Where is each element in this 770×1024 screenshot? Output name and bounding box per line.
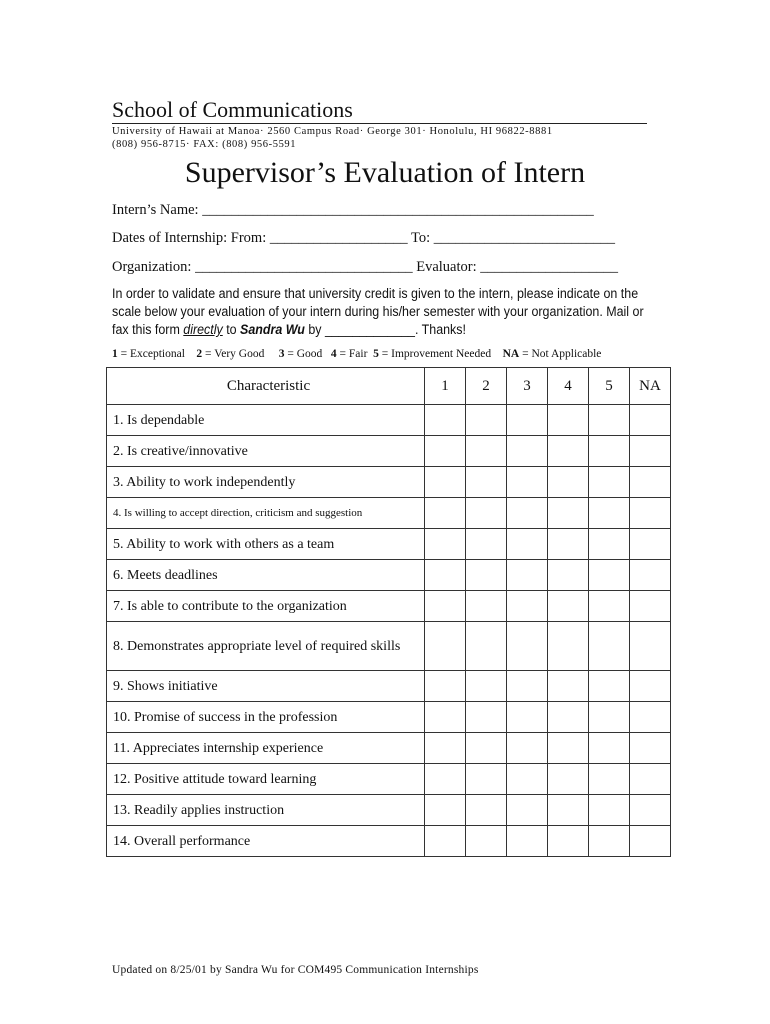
rating-cell-na[interactable] — [630, 405, 671, 436]
characteristic-cell: 1. Is dependable — [107, 405, 425, 436]
table-row — [107, 702, 671, 733]
phone-fax-line: (808) 956-8715· FAX: (808) 956-5591 — [112, 139, 297, 150]
rating-cell-na[interactable] — [630, 498, 671, 529]
rating-cell-5[interactable] — [589, 764, 630, 795]
rating-cell-4[interactable] — [548, 795, 589, 826]
rating-cell-4[interactable] — [548, 591, 589, 622]
rating-cell-3[interactable] — [507, 702, 548, 733]
rating-cell-5[interactable] — [589, 498, 630, 529]
rating-cell-1[interactable] — [425, 702, 466, 733]
table-header-row — [107, 368, 671, 405]
rating-cell-na[interactable] — [630, 591, 671, 622]
characteristic-header: Characteristic — [107, 368, 425, 405]
rating-cell-na[interactable] — [630, 671, 671, 702]
rating-cell-na[interactable] — [630, 826, 671, 857]
characteristic-cell: 13. Readily applies instruction — [107, 795, 425, 826]
table-row — [107, 591, 671, 622]
characteristic-cell: 5. Ability to work with others as a team — [107, 529, 425, 560]
characteristic-cell: 8. Demonstrates appropriate level of required skills — [107, 622, 425, 671]
characteristic-cell: 7. Is able to contribute to the organization — [107, 591, 425, 622]
characteristic-cell: 14. Overall performance — [107, 826, 425, 857]
rating-cell-2[interactable] — [466, 529, 507, 560]
rating-cell-1[interactable] — [425, 560, 466, 591]
characteristic-cell: 11. Appreciates internship experience — [107, 733, 425, 764]
rating-cell-1[interactable] — [425, 795, 466, 826]
table-row — [107, 405, 671, 436]
rating-cell-3[interactable] — [507, 436, 548, 467]
rating-cell-2[interactable] — [466, 733, 507, 764]
table-row — [107, 498, 671, 529]
rating-cell-5[interactable] — [589, 733, 630, 764]
rating-cell-5[interactable] — [589, 702, 630, 733]
rating-cell-5[interactable] — [589, 529, 630, 560]
rating-cell-1[interactable] — [425, 436, 466, 467]
rating-cell-2[interactable] — [466, 591, 507, 622]
rating-cell-3[interactable] — [507, 405, 548, 436]
rating-cell-3[interactable] — [507, 795, 548, 826]
address-line: University of Hawaii at Manoa· 2560 Campus Road· George 301· Honolulu, HI 96822-8881 — [112, 126, 553, 137]
rating-cell-4[interactable] — [548, 560, 589, 591]
rating-cell-na[interactable] — [630, 764, 671, 795]
contact-name: Sandra Wu — [240, 322, 305, 337]
characteristic-cell: 12. Positive attitude toward learning — [107, 764, 425, 795]
rating-cell-4[interactable] — [548, 826, 589, 857]
rating-cell-3[interactable] — [507, 467, 548, 498]
rating-cell-1[interactable] — [425, 733, 466, 764]
rating-cell-2[interactable] — [466, 795, 507, 826]
rating-cell-1[interactable] — [425, 622, 466, 671]
rating-cell-na[interactable] — [630, 733, 671, 764]
table-row — [107, 671, 671, 702]
rating-cell-5[interactable] — [589, 436, 630, 467]
rating-cell-4[interactable] — [548, 622, 589, 671]
characteristic-cell: 2. Is creative/innovative — [107, 436, 425, 467]
table-row — [107, 733, 671, 764]
rating-cell-na[interactable] — [630, 560, 671, 591]
rating-cell-na[interactable] — [630, 529, 671, 560]
form-title: Supervisor’s Evaluation of Intern — [184, 156, 586, 189]
rating-cell-5[interactable] — [589, 826, 630, 857]
table-row — [107, 529, 671, 560]
rating-cell-2[interactable] — [466, 467, 507, 498]
rating-cell-4[interactable] — [548, 436, 589, 467]
rating-cell-1[interactable] — [425, 405, 466, 436]
rating-cell-1[interactable] — [425, 498, 466, 529]
rating-cell-5[interactable] — [589, 795, 630, 826]
rating-cell-4[interactable] — [548, 733, 589, 764]
rating-cell-5[interactable] — [589, 622, 630, 671]
rating-cell-3[interactable] — [507, 826, 548, 857]
instructions-paragraph: In order to validate and ensure that university credit is given to the intern, please indicate on the scale below your evaluation of your intern during his/her semester with your organization. Mail or fax this form directly to Sandra Wu by _____________. Thanks! — [112, 286, 644, 337]
rating-cell-na[interactable] — [630, 467, 671, 498]
rating-cell-2[interactable] — [466, 436, 507, 467]
rating-cell-1[interactable] — [425, 467, 466, 498]
rating-cell-4[interactable] — [548, 498, 589, 529]
characteristic-cell: 4. Is willing to accept direction, criticism and suggestion — [107, 498, 425, 529]
rating-cell-4[interactable] — [548, 467, 589, 498]
rating-cell-na[interactable] — [630, 702, 671, 733]
rating-cell-1[interactable] — [425, 764, 466, 795]
rating-cell-na[interactable] — [630, 436, 671, 467]
rating-cell-2[interactable] — [466, 560, 507, 591]
rating-cell-5[interactable] — [589, 671, 630, 702]
intern-name-field[interactable]: Intern’s Name: ______________________________________________________ — [112, 202, 594, 218]
evaluation-table — [106, 367, 671, 857]
table-row — [107, 436, 671, 467]
table-row — [107, 622, 671, 671]
rating-cell-2[interactable] — [466, 702, 507, 733]
rating-cell-5[interactable] — [589, 560, 630, 591]
rating-cell-4[interactable] — [548, 764, 589, 795]
column-header-na: NA — [630, 368, 671, 405]
rating-cell-2[interactable] — [466, 405, 507, 436]
table-row — [107, 764, 671, 795]
rating-cell-3[interactable] — [507, 764, 548, 795]
characteristic-cell: 10. Promise of success in the profession — [107, 702, 425, 733]
table-row — [107, 795, 671, 826]
rating-cell-3[interactable] — [507, 529, 548, 560]
table-row — [107, 826, 671, 857]
rating-cell-4[interactable] — [548, 671, 589, 702]
rating-cell-2[interactable] — [466, 826, 507, 857]
rating-cell-na[interactable] — [630, 622, 671, 671]
rating-cell-1[interactable] — [425, 671, 466, 702]
school-name: School of Communications — [112, 97, 647, 124]
rating-cell-3[interactable] — [507, 498, 548, 529]
rating-cell-2[interactable] — [466, 622, 507, 671]
directly-emphasis: directly — [183, 322, 223, 337]
characteristic-cell: 6. Meets deadlines — [107, 560, 425, 591]
rating-cell-2[interactable] — [466, 671, 507, 702]
rating-scale-legend: 1 = Exceptional 2 = Very Good 3 = Good 4 = Fair 5 = Improvement Needed NA = Not Applicable — [112, 348, 602, 360]
column-header-4: 4 — [548, 368, 589, 405]
column-header-5: 5 — [589, 368, 630, 405]
rating-cell-1[interactable] — [425, 591, 466, 622]
rating-cell-3[interactable] — [507, 591, 548, 622]
rating-cell-2[interactable] — [466, 498, 507, 529]
rating-cell-4[interactable] — [548, 529, 589, 560]
characteristic-cell: 3. Ability to work independently — [107, 467, 425, 498]
column-header-2: 2 — [466, 368, 507, 405]
column-header-3: 3 — [507, 368, 548, 405]
rating-cell-4[interactable] — [548, 405, 589, 436]
characteristic-cell: 9. Shows initiative — [107, 671, 425, 702]
column-header-1: 1 — [425, 368, 466, 405]
organization-evaluator-field[interactable]: Organization: ______________________________ Evaluator: ___________________ — [112, 259, 618, 275]
rating-cell-5[interactable] — [589, 405, 630, 436]
rating-cell-3[interactable] — [507, 671, 548, 702]
footer-note: Updated on 8/25/01 by Sandra Wu for COM495 Communication Internships — [112, 964, 479, 976]
rating-cell-5[interactable] — [589, 591, 630, 622]
rating-cell-na[interactable] — [630, 795, 671, 826]
rating-cell-1[interactable] — [425, 529, 466, 560]
rating-cell-4[interactable] — [548, 702, 589, 733]
rating-cell-1[interactable] — [425, 826, 466, 857]
rating-cell-3[interactable] — [507, 560, 548, 591]
table-row — [107, 467, 671, 498]
internship-dates-field[interactable]: Dates of Internship: From: ___________________ To: _________________________ — [112, 230, 615, 246]
rating-cell-3[interactable] — [507, 733, 548, 764]
table-row — [107, 560, 671, 591]
rating-cell-3[interactable] — [507, 622, 548, 671]
rating-cell-2[interactable] — [466, 764, 507, 795]
rating-cell-5[interactable] — [589, 467, 630, 498]
